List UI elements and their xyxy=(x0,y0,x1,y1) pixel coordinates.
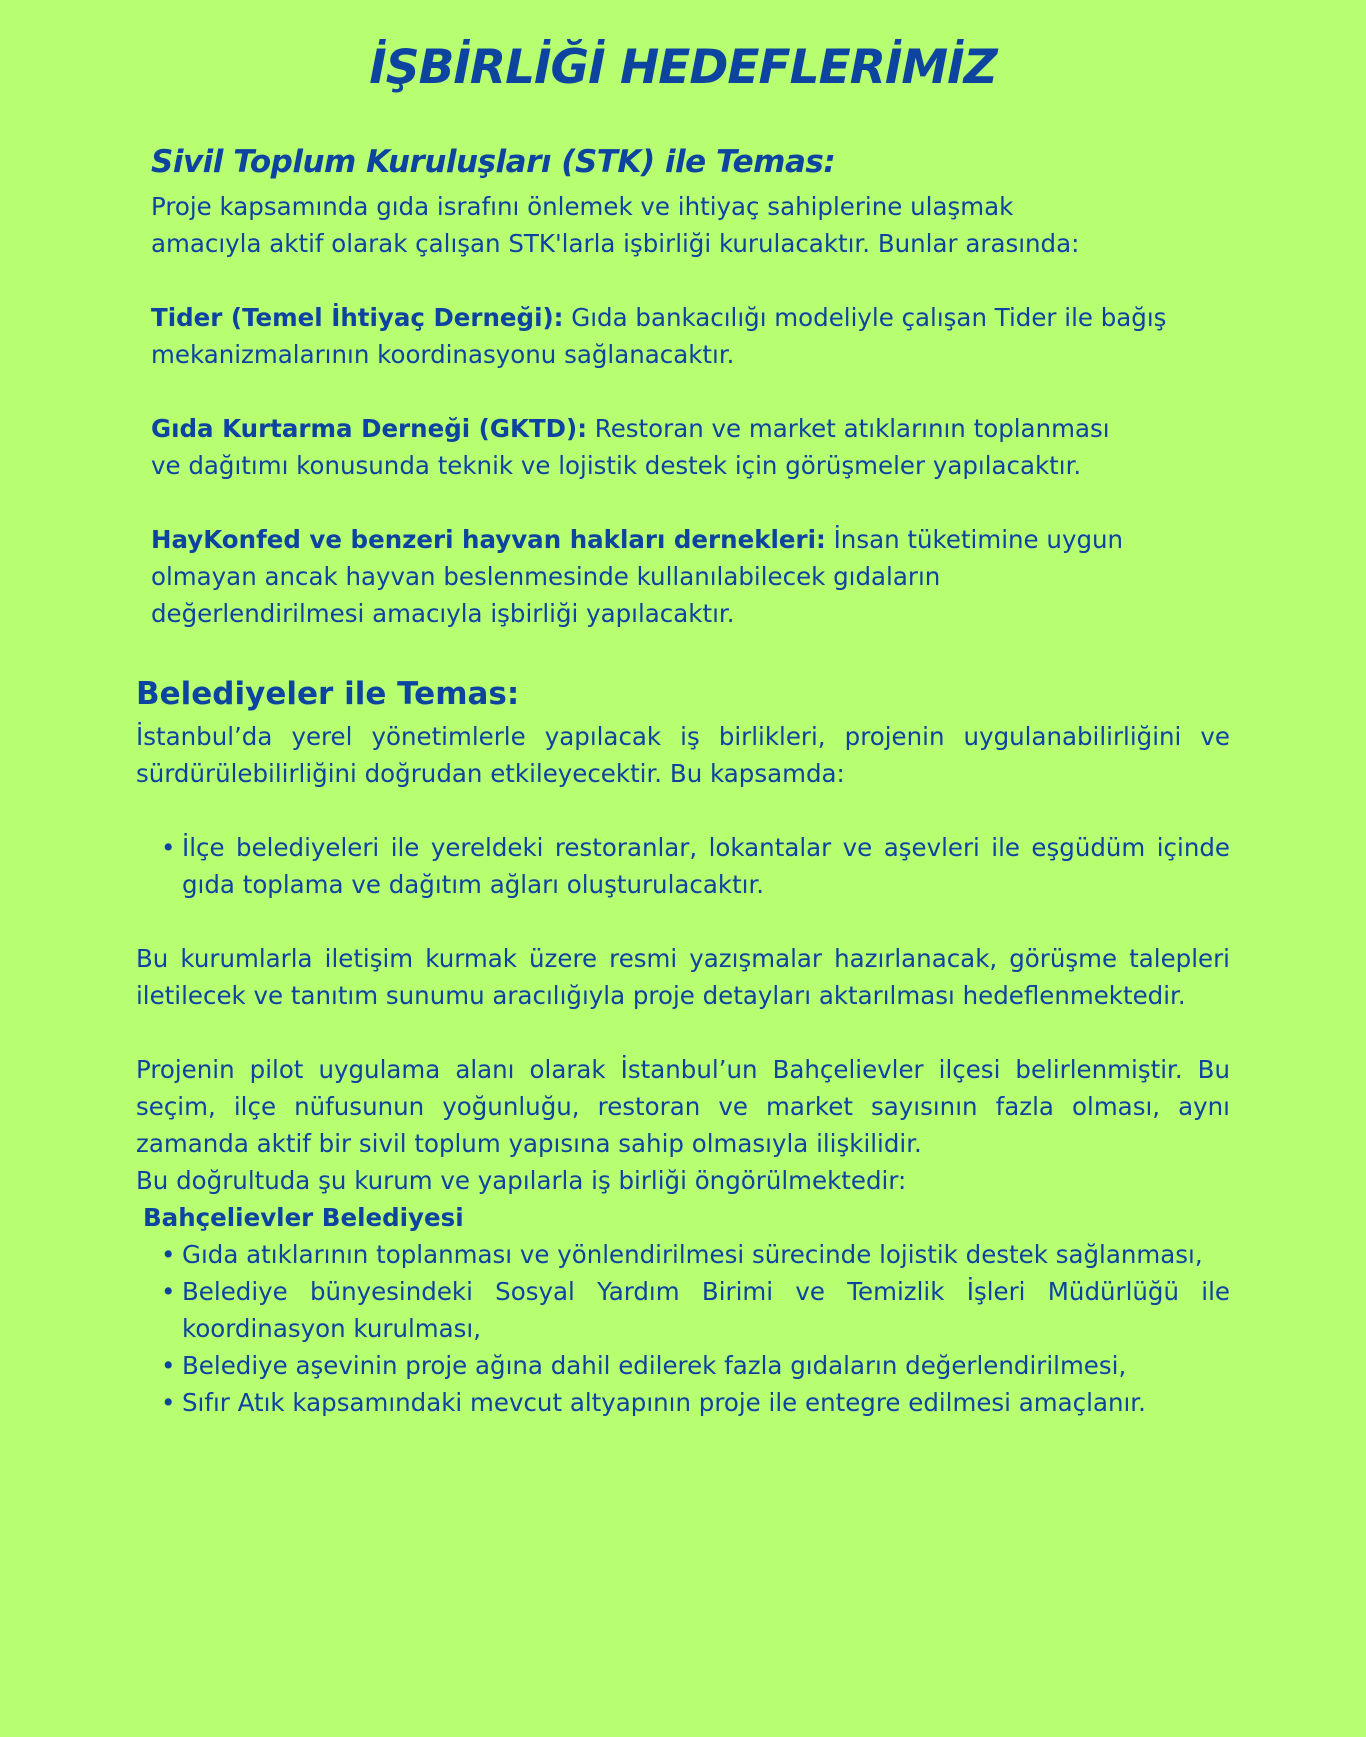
bullet-icon: • xyxy=(161,1351,176,1380)
list-item-text: İlçe belediyeleri ile yereldeki restoranlar, lokantalar ve aşevleri ile eşgüdüm içinde gıda toplama ve dağıtım ağları oluşturulacaktır. xyxy=(182,833,1230,899)
belediyeler-bullet-list xyxy=(136,829,1230,903)
gktd-line1: Restoran ve market atıklarının toplanması xyxy=(587,414,1110,443)
list-item xyxy=(136,1384,1230,1421)
list-item xyxy=(136,1236,1230,1273)
pilot-paragraph: Projenin pilot uygulama alanı olarak İstanbul’un Bahçelievler ilçesi belirlenmiştir. Bu seçim, ilçe nüfusunun yoğunluğu, restoran ve market sayısının fazla olması, aynı zamanda aktif bir sivil toplum yapısına sahip olmasıyla ilişkilidir. xyxy=(136,1055,1230,1158)
stk-intro-line2: amacıyla aktif olarak çalışan STK'larla işbirliği kurulacaktır. Bunlar arasında: xyxy=(151,229,1080,258)
list-item-text: Gıda atıklarının toplanması ve yönlendirilmesi sürecinde lojistik destek sağlanması, xyxy=(182,1240,1203,1269)
belediyeler-section xyxy=(136,672,1230,1421)
list-item xyxy=(136,829,1230,903)
gktd-label: Gıda Kurtarma Derneği (GKTD): xyxy=(151,414,587,443)
tider-label: Tider (Temel İhtiyaç Derneği): xyxy=(151,303,564,332)
belediyeler-intro: İstanbul’da yerel yönetimlerle yapılacak iş birlikleri, projenin uygulanabilirliğini ve sürdürülebilirliğini doğrudan etkileyecektir. Bu kapsamda: xyxy=(136,722,1230,788)
communication-paragraph: Bu kurumlarla iletişim kurmak üzere resmi yazışmalar hazırlanacak, görüşme talepleri iletilecek ve tanıtım sunumu aracılığıyla proje detayları aktarılması hedeflenmektedir. xyxy=(136,944,1230,1010)
list-item-text: Sıfır Atık kapsamındaki mevcut altyapının proje ile entegre edilmesi amaçlanır. xyxy=(182,1388,1146,1417)
bahcelievler-title: Bahçelievler Belediyesi xyxy=(143,1203,464,1232)
stk-intro xyxy=(151,188,1271,262)
bullet-icon: • xyxy=(161,1240,176,1269)
list-item xyxy=(136,1273,1230,1347)
gktd-paragraph xyxy=(151,410,1271,484)
list-item xyxy=(136,1347,1230,1384)
stk-section xyxy=(151,140,1271,632)
haykonfed-label: HayKonfed ve benzeri hayvan hakları dernekleri: xyxy=(151,525,826,554)
belediyeler-heading: Belediyeler ile Temas: xyxy=(136,676,520,712)
haykonfed-line2: olmayan ancak hayvan beslenmesinde kullanılabilecek gıdaların xyxy=(151,562,941,591)
bahcelievler-list xyxy=(136,1236,1230,1421)
haykonfed-paragraph xyxy=(151,521,1271,632)
bullet-icon: • xyxy=(161,833,176,862)
bullet-icon: • xyxy=(161,1388,176,1417)
list-item-text: Belediye bünyesindeki Sosyal Yardım Birimi ve Temizlik İşleri Müdürlüğü ile koordinasyon kurulması, xyxy=(182,1277,1230,1343)
stk-heading: Sivil Toplum Kuruluşları (STK) ile Temas: xyxy=(151,144,836,180)
bullet-icon: • xyxy=(161,1277,176,1306)
tider-paragraph xyxy=(151,299,1271,373)
stk-intro-line1: Proje kapsamında gıda israfını önlemek ve ihtiyaç sahiplerine ulaşmak xyxy=(151,192,1014,221)
list-item-text: Belediye aşevinin proje ağına dahil edilerek fazla gıdaların değerlendirilmesi, xyxy=(182,1351,1127,1380)
haykonfed-line1: İnsan tüketimine uygun xyxy=(825,525,1124,554)
haykonfed-line3: değerlendirilmesi amacıyla işbirliği yapılacaktır. xyxy=(151,599,735,628)
gktd-line2: ve dağıtımı konusunda teknik ve lojistik destek için görüşmeler yapılacaktır. xyxy=(151,451,1082,480)
tider-line1: Gıda bankacılığı modeliyle çalışan Tider ile bağış xyxy=(563,303,1167,332)
page-title: İŞBİRLİĞİ HEDEFLERİMİZ xyxy=(369,40,997,95)
tider-line2: mekanizmalarının koordinasyonu sağlanacaktır. xyxy=(151,340,735,369)
direction-paragraph: Bu doğrultuda şu kurum ve yapılarla iş birliği öngörülmektedir: xyxy=(136,1166,907,1195)
